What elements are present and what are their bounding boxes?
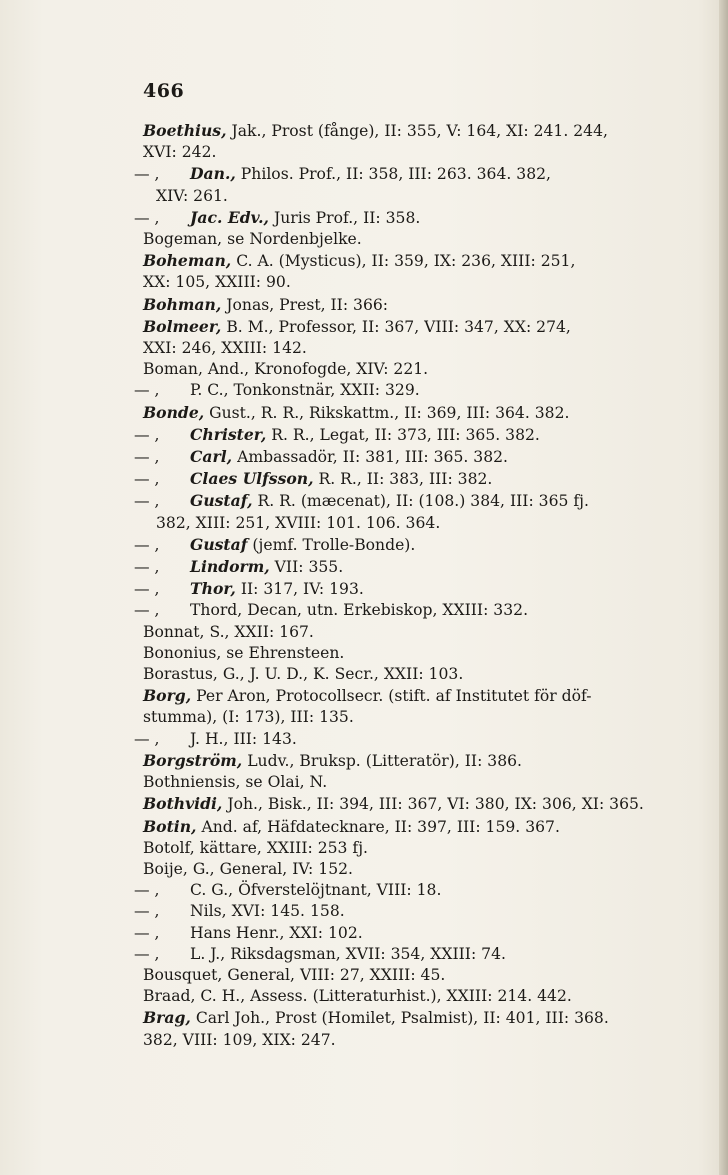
entry-name: Thord, bbox=[190, 601, 243, 620]
entry-references: Decan, utn. Erkebiskop, XXIII: 332. bbox=[247, 601, 529, 620]
entry-name: Jac. Edv., bbox=[190, 207, 269, 227]
ditto-dash: — , bbox=[134, 535, 160, 554]
index-entry-line bbox=[143, 772, 698, 793]
index-entry bbox=[143, 250, 698, 293]
index-entry-line bbox=[143, 793, 698, 815]
entry-name: Dan., bbox=[190, 164, 236, 184]
index-entry-line bbox=[143, 750, 698, 772]
entry-name: Gustaf bbox=[190, 534, 248, 554]
index-entry bbox=[143, 772, 698, 793]
entry-references: (jemf. Trolle-Bonde). bbox=[252, 535, 416, 554]
entry-references: XVI: 242. bbox=[143, 143, 217, 162]
index-subentry bbox=[134, 923, 698, 944]
entry-name: Bousquet, bbox=[143, 965, 223, 984]
entry-name: Bohman, bbox=[143, 294, 222, 314]
ditto-dash: — , bbox=[134, 165, 160, 184]
entry-name: Bononius, bbox=[143, 643, 222, 662]
entry-name: Botin, bbox=[143, 816, 197, 836]
ditto-dash: — , bbox=[134, 425, 160, 444]
entry-references: Per Aron, Protocollsecr. (stift. af Institutet för döf- bbox=[196, 687, 592, 706]
ditto-dash: — , bbox=[134, 881, 160, 900]
entry-name: Lindorm, bbox=[190, 557, 270, 577]
entry-references: stumma), (I: 173), III: 135. bbox=[143, 708, 354, 727]
index-entry-line bbox=[156, 186, 698, 207]
entry-references: Philos. Prof., II: 358, III: 263. 364. 382, bbox=[240, 165, 552, 184]
index-entry-line bbox=[143, 294, 698, 316]
index-entry-line bbox=[143, 816, 698, 838]
index-entry-line bbox=[143, 402, 698, 424]
entry-name: Carl, bbox=[190, 447, 233, 467]
index-entry bbox=[143, 750, 698, 772]
entry-name: Borg, bbox=[143, 686, 192, 706]
index-subentry bbox=[134, 468, 698, 490]
entry-references: Gust., R. R., Rikskattm., II: 369, III: 364. 382. bbox=[209, 403, 570, 422]
entry-name: Boije, bbox=[143, 859, 188, 878]
index-entry bbox=[143, 643, 698, 664]
entry-name: Bogeman, bbox=[143, 230, 223, 249]
index-subentry bbox=[134, 578, 698, 600]
index-entry-line bbox=[134, 446, 698, 468]
index-entry bbox=[143, 816, 698, 838]
index-entry bbox=[143, 1007, 698, 1050]
ditto-dash: — , bbox=[134, 902, 160, 921]
index-subentry bbox=[134, 880, 698, 901]
index-subentry bbox=[134, 380, 698, 401]
entry-references: And., Kronofogde, XIV: 221. bbox=[207, 360, 429, 379]
index-entry-line bbox=[143, 965, 698, 986]
entry-name: Boethius, bbox=[143, 121, 227, 140]
index-entry-line bbox=[143, 859, 698, 880]
ditto-dash: — , bbox=[134, 492, 160, 511]
index-entry-line bbox=[134, 207, 698, 229]
entry-references: Juris Prof., II: 358. bbox=[273, 208, 421, 227]
index-entry-line bbox=[134, 163, 698, 185]
index-entry-line bbox=[134, 923, 698, 944]
index-subentry bbox=[134, 556, 698, 578]
entry-references: G., J. U. D., K. Secr., XXII: 103. bbox=[222, 665, 464, 684]
entry-name: P. C., bbox=[190, 381, 229, 400]
entry-references: XXI: 102. bbox=[289, 923, 363, 942]
index-entry bbox=[143, 120, 698, 163]
index-entry-line bbox=[143, 142, 698, 163]
ditto-dash: — , bbox=[134, 729, 160, 748]
entry-references: kättare, XXIII: 253 fj. bbox=[199, 838, 368, 857]
ditto-dash: — , bbox=[134, 448, 160, 467]
entry-references: Carl Joh., Prost (Homilet, Psalmist), II: 401, III: 368. bbox=[195, 1009, 609, 1028]
entry-references: Jak., Prost (fånge), II: 355, V: 164, XI: 241. 244, bbox=[231, 122, 608, 140]
index-list bbox=[134, 120, 698, 1051]
entry-references: 382, XIII: 251, XVIII: 101. 106. 364. bbox=[156, 513, 441, 532]
index-entry-line bbox=[134, 468, 698, 490]
ditto-dash: — , bbox=[134, 558, 160, 577]
index-subentry bbox=[134, 446, 698, 468]
entry-references: Riksdagsman, XVII: 354, XXIII: 74. bbox=[230, 944, 506, 963]
index-entry-line bbox=[143, 685, 698, 707]
index-entry bbox=[143, 402, 698, 424]
entry-references: General, VIII: 27, XXIII: 45. bbox=[227, 965, 446, 984]
index-entry bbox=[143, 622, 698, 643]
index-entry-line bbox=[134, 901, 698, 922]
index-entry bbox=[143, 838, 698, 859]
ditto-dash: — , bbox=[134, 580, 160, 599]
entry-references: R. R., Legat, II: 373, III: 365. 382. bbox=[271, 425, 540, 444]
entry-references: R. R. (mæcenat), II: (108.) 384, III: 365 fj. bbox=[257, 492, 589, 511]
index-entry-line bbox=[143, 120, 698, 142]
entry-references: Jonas, Prest, II: 366: bbox=[226, 295, 389, 314]
index-entry-line bbox=[134, 880, 698, 901]
entry-name: Gustaf, bbox=[190, 491, 253, 511]
index-subentry bbox=[134, 729, 698, 750]
ditto-dash: — , bbox=[134, 208, 160, 227]
index-entry bbox=[143, 229, 698, 250]
entry-references: se Nordenbjelke. bbox=[227, 230, 362, 249]
entry-name: Borastus, bbox=[143, 665, 218, 684]
index-subentry bbox=[134, 424, 698, 446]
entry-references: XIV: 261. bbox=[156, 186, 228, 205]
entry-references: Tonkonstnär, XXII: 329. bbox=[233, 381, 420, 400]
entry-name: Boheman, bbox=[143, 251, 232, 271]
entry-references: R. R., II: 383, III: 382. bbox=[318, 470, 493, 489]
index-subentry bbox=[134, 901, 698, 922]
index-entry-line bbox=[134, 556, 698, 578]
index-entry-line bbox=[143, 643, 698, 664]
entry-references: And. af, Häfdatecknare, II: 397, III: 159. 367. bbox=[201, 817, 560, 836]
index-entry-line bbox=[156, 513, 698, 534]
index-entry bbox=[143, 986, 698, 1007]
index-entry-line bbox=[143, 986, 698, 1007]
index-entry-line bbox=[143, 338, 698, 359]
entry-references: S., XXII: 167. bbox=[209, 622, 314, 641]
entry-references: Ludv., Bruksp. (Litteratör), II: 386. bbox=[247, 751, 523, 770]
entry-name: C. G., bbox=[190, 881, 234, 900]
index-entry bbox=[143, 793, 698, 815]
ditto-dash: — , bbox=[134, 381, 160, 400]
index-entry-line bbox=[143, 316, 698, 338]
entry-name: Boman, bbox=[143, 360, 203, 379]
index-entry bbox=[143, 685, 698, 728]
entry-references: II: 317, IV: 193. bbox=[240, 580, 364, 599]
entry-references: Öfverstelöjtnant, VIII: 18. bbox=[238, 881, 442, 900]
index-subentry bbox=[134, 534, 698, 556]
entry-references: se Olai, N. bbox=[245, 773, 328, 792]
entry-name: Nils, bbox=[190, 902, 227, 921]
entry-name: J. H., bbox=[190, 729, 229, 748]
entry-references: se Ehrensteen. bbox=[226, 643, 345, 662]
index-entry bbox=[143, 859, 698, 880]
entry-name: Bonde, bbox=[143, 402, 205, 422]
index-entry-line bbox=[143, 838, 698, 859]
index-entry bbox=[143, 294, 698, 316]
index-entry-line bbox=[134, 534, 698, 556]
entry-name: Braad, bbox=[143, 987, 196, 1006]
ditto-dash: — , bbox=[134, 470, 160, 489]
page-number: 466 bbox=[143, 80, 185, 102]
index-entry-line bbox=[143, 272, 698, 293]
index-entry-line bbox=[134, 729, 698, 750]
index-entry bbox=[143, 965, 698, 986]
entry-references: III: 143. bbox=[233, 729, 297, 748]
index-entry-line bbox=[134, 944, 698, 965]
index-entry-line bbox=[143, 359, 698, 380]
entry-name: Christer, bbox=[190, 424, 267, 444]
entry-name: L. J., bbox=[190, 944, 226, 963]
index-entry bbox=[143, 664, 698, 685]
index-subentry bbox=[134, 600, 698, 621]
index-entry bbox=[143, 359, 698, 380]
entry-references: C. H., Assess. (Litteraturhist.), XXIII: 214. 442. bbox=[200, 987, 572, 1006]
entry-name: Claes Ulfsson, bbox=[190, 469, 314, 489]
page-edge bbox=[719, 0, 728, 1175]
entry-name: Bolmeer, bbox=[143, 316, 222, 336]
entry-name: Bothvidi, bbox=[143, 794, 223, 814]
entry-references: XVI: 145. 158. bbox=[231, 902, 345, 921]
ditto-dash: — , bbox=[134, 923, 160, 942]
index-entry-line bbox=[134, 380, 698, 401]
index-entry bbox=[143, 316, 698, 359]
entry-references: VII: 355. bbox=[274, 558, 344, 577]
index-entry-line bbox=[143, 1030, 698, 1051]
index-entry-line bbox=[143, 229, 698, 250]
entry-name: Thor, bbox=[190, 579, 236, 599]
entry-references: 382, VIII: 109, XIX: 247. bbox=[143, 1030, 336, 1049]
entry-references: Ambassadör, II: 381, III: 365. 382. bbox=[237, 448, 509, 467]
index-subentry bbox=[134, 207, 698, 229]
entry-references: G., General, IV: 152. bbox=[192, 859, 353, 878]
index-subentry bbox=[134, 163, 698, 206]
index-entry-line bbox=[143, 664, 698, 685]
index-entry-line bbox=[134, 578, 698, 600]
entry-name: Borgström, bbox=[143, 750, 243, 770]
ditto-dash: — , bbox=[134, 601, 160, 620]
entry-references: C. A. (Mysticus), II: 359, IX: 236, XIII: 251, bbox=[236, 252, 576, 271]
index-entry-line bbox=[143, 1007, 698, 1029]
index-entry-line bbox=[134, 424, 698, 446]
ditto-dash: — , bbox=[134, 944, 160, 963]
entry-references: Joh., Bisk., II: 394, III: 367, VI: 380, IX: 306, XI: 365. bbox=[227, 795, 644, 814]
index-entry-line bbox=[134, 490, 698, 512]
index-subentry bbox=[134, 490, 698, 533]
index-entry-line bbox=[143, 707, 698, 728]
entry-name: Hans Henr., bbox=[190, 923, 285, 942]
entry-references: XX: 105, XXIII: 90. bbox=[143, 273, 291, 292]
entry-name: Botolf, bbox=[143, 838, 195, 857]
index-subentry bbox=[134, 944, 698, 965]
index-entry-line bbox=[134, 600, 698, 621]
index-entry-line bbox=[143, 622, 698, 643]
entry-name: Bonnat, bbox=[143, 622, 205, 641]
entry-references: XXI: 246, XXIII: 142. bbox=[143, 339, 307, 358]
entry-name: Bothniensis, bbox=[143, 773, 241, 792]
index-entry-line bbox=[143, 250, 698, 272]
entry-name: Brag, bbox=[143, 1008, 191, 1028]
entry-references: B. M., Professor, II: 367, VIII: 347, XX: 274, bbox=[226, 317, 571, 336]
